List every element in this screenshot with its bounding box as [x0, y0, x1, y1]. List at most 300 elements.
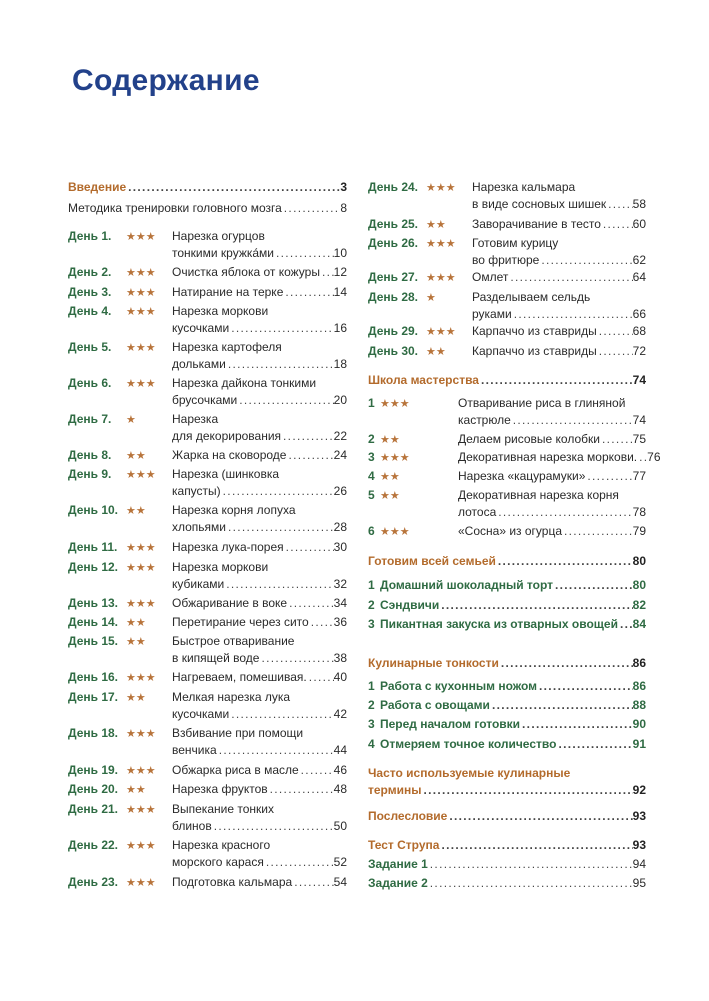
entry-title-line [68, 179, 347, 196]
toc-entry[interactable] [368, 216, 646, 233]
toc-entry[interactable] [368, 372, 646, 389]
difficulty-stars-icon: ★★★ [126, 597, 156, 610]
entry-title [472, 289, 646, 323]
toc-entry[interactable] [368, 856, 646, 873]
difficulty-stars-icon: ★★★ [426, 181, 456, 194]
entry-title-text: Натирание на терке [172, 285, 284, 299]
dot-leader [281, 428, 334, 445]
difficulty-stars-icon: ★★★ [126, 266, 156, 279]
toc-entry[interactable] [368, 343, 646, 360]
entry-title [172, 781, 347, 798]
toc-entry[interactable] [368, 431, 646, 448]
item-number: 3 [368, 717, 375, 731]
entry-title-text: Работа с кухонным ножом [380, 679, 538, 693]
day-label: День 17. [68, 690, 119, 704]
toc-entry[interactable] [368, 616, 646, 633]
dot-leader [428, 856, 633, 873]
page-number: 22 [333, 429, 347, 443]
difficulty-stars-icon: ★ [426, 291, 436, 304]
entry-title [68, 179, 347, 196]
entry-title-line [172, 339, 347, 356]
page-number: 46 [333, 763, 347, 777]
dot-leader [496, 504, 632, 521]
entry-title-line [172, 781, 347, 798]
entry-title-line [172, 375, 347, 392]
entry-title-text: дольками [172, 357, 226, 371]
entry-title [172, 689, 347, 723]
difficulty-stars-icon: ★★★ [380, 525, 410, 538]
difficulty-stars-icon: ★★ [126, 783, 146, 796]
difficulty-stars-icon: ★★★ [126, 230, 156, 243]
entry-title-text: Тест Струпа [368, 838, 440, 852]
day-label: День 24. [368, 180, 419, 194]
entry-title-text: Быстрое отваривание [172, 634, 295, 648]
difficulty-stars-icon: ★★★ [126, 341, 156, 354]
toc-entry[interactable] [368, 487, 646, 521]
entry-title-text: в виде сосновых шишек [472, 197, 607, 211]
toc-entry[interactable] [68, 264, 347, 281]
toc-entry[interactable] [368, 395, 646, 429]
item-number: 6 [368, 524, 375, 538]
toc-entry[interactable] [68, 669, 347, 686]
page-number: 80 [632, 554, 646, 568]
toc-entry[interactable] [368, 837, 646, 854]
entry-title-line [172, 483, 347, 500]
entry-title-line [172, 725, 347, 742]
dot-leader [553, 577, 633, 594]
dot-leader [212, 818, 334, 835]
difficulty-stars-icon: ★★★ [126, 671, 156, 684]
entry-title-text: Декоративная нарезка корня [458, 488, 619, 502]
day-label: День 16. [68, 670, 119, 684]
dot-leader [126, 179, 340, 196]
difficulty-stars-icon: ★★★ [126, 876, 156, 889]
entry-title [458, 395, 646, 429]
difficulty-stars-icon: ★★★ [126, 286, 156, 299]
entry-title-line [172, 614, 347, 631]
entry-title-text: Омлет [472, 270, 509, 284]
page-number: 66 [632, 307, 646, 321]
entry-title-text: Разделываем сельдь [472, 290, 591, 304]
day-label: День 8. [68, 448, 112, 462]
entry-title-text: руками [472, 307, 512, 321]
difficulty-stars-icon: ★★ [126, 691, 146, 704]
entry-title-text: Карпаччо из ставриды [472, 324, 597, 338]
entry-title-text: тонкими кружка́ми [172, 246, 274, 260]
entry-title-line [172, 447, 347, 464]
entry-title [172, 375, 347, 409]
page-number: 12 [333, 265, 347, 279]
entry-title-line [380, 716, 646, 733]
entry-title-line [368, 655, 646, 672]
entry-title [458, 523, 646, 540]
page-number: 54 [333, 875, 347, 889]
toc-entry[interactable] [68, 375, 347, 409]
entry-title-text: Нарезка моркови [172, 560, 269, 574]
entry-title-line [172, 854, 347, 871]
entry-title-text: Нарезка кальмара [472, 180, 576, 194]
page-number: 74 [632, 373, 646, 387]
entry-title-text: Перетирание через сито [172, 615, 309, 629]
dot-leader [562, 523, 633, 540]
entry-title-text: Делаем рисовые колобки [458, 432, 600, 446]
entry-title-line [368, 553, 646, 570]
day-label: День 30. [368, 344, 419, 358]
entry-title-line [172, 466, 347, 483]
entry-title-text: Выпекание тонких [172, 802, 274, 816]
page-number: 92 [632, 783, 646, 797]
page-number: 90 [632, 717, 646, 731]
entry-title-text: Готовим курицу [472, 236, 559, 250]
entry-title [68, 200, 347, 217]
entry-title-line [458, 412, 646, 429]
entry-title-text: Нарезка корня лопуха [172, 503, 296, 517]
entry-title-line [472, 343, 646, 360]
dot-leader [282, 200, 341, 217]
dot-leader [274, 245, 334, 262]
entry-title-line [472, 289, 646, 306]
entry-title [380, 697, 646, 714]
toc-entry[interactable] [68, 303, 347, 337]
entry-title-line [172, 689, 347, 706]
day-label: День 25. [368, 217, 419, 231]
entry-title [172, 874, 347, 891]
entry-title-text: лотоса [458, 505, 497, 519]
day-label: День 10. [68, 503, 119, 517]
entry-title-line [172, 320, 347, 337]
dot-leader [309, 614, 334, 631]
toc-entry[interactable] [68, 633, 347, 667]
page-number: 86 [632, 656, 646, 670]
day-label: День 2. [68, 265, 112, 279]
dot-leader [284, 539, 334, 556]
toc-entry[interactable] [68, 725, 347, 759]
difficulty-stars-icon: ★★★ [380, 397, 410, 410]
dot-leader [259, 650, 333, 667]
dot-leader [537, 678, 633, 695]
toc-entry[interactable] [68, 874, 347, 891]
difficulty-stars-icon: ★★ [126, 504, 146, 517]
entry-title-line [380, 678, 646, 695]
dot-leader [439, 837, 632, 854]
item-number: 2 [368, 698, 375, 712]
dot-leader [508, 269, 632, 286]
toc-entry[interactable] [68, 762, 347, 779]
dot-leader [499, 655, 633, 672]
page-number: 76 [647, 450, 661, 464]
difficulty-stars-icon: ★★★ [126, 839, 156, 852]
entry-title-text: хлопьями [172, 520, 227, 534]
entry-title-text: Методика тренировки головного мозга [68, 201, 282, 215]
dot-leader [292, 874, 333, 891]
toc-entry[interactable] [68, 502, 347, 536]
dot-leader [597, 343, 633, 360]
dot-leader [556, 736, 632, 753]
toc-entry[interactable] [368, 736, 646, 753]
entry-title [172, 614, 347, 631]
toc-entry[interactable] [68, 559, 347, 593]
day-label: День 7. [68, 412, 112, 426]
day-label: День 21. [68, 802, 119, 816]
toc-entry[interactable] [368, 323, 646, 340]
page-number: 18 [333, 357, 347, 371]
entry-title-text: термины [368, 783, 422, 797]
page-number: 72 [632, 344, 646, 358]
day-label: День 20. [68, 782, 119, 796]
toc-entry[interactable] [368, 577, 646, 594]
entry-title-text: для декорирования [172, 429, 282, 443]
day-label: День 4. [68, 304, 112, 318]
page-number: 68 [632, 324, 646, 338]
day-label: День 29. [368, 324, 419, 338]
entry-title [172, 801, 347, 835]
difficulty-stars-icon: ★★ [126, 616, 146, 629]
entry-title-line [458, 468, 646, 485]
entry-title-line [472, 252, 646, 269]
dot-leader [229, 320, 333, 337]
page-number: 77 [632, 469, 646, 483]
toc-entry[interactable] [68, 837, 347, 871]
entry-title-text: Кулинарные тонкости [368, 656, 499, 670]
entry-title-text: Пикантная закуска из отварных овощей [380, 617, 618, 631]
entry-title-text: морского карася [172, 855, 264, 869]
toc-entry[interactable] [68, 466, 347, 500]
entry-title-line [458, 487, 646, 504]
page-title: Содержание [72, 64, 260, 97]
entry-title-text: Нарезка фруктов [172, 782, 268, 796]
entry-title [172, 264, 347, 281]
difficulty-stars-icon: ★★★ [426, 325, 456, 338]
page-number: 38 [333, 651, 347, 665]
dot-leader [226, 519, 334, 536]
entry-title-text: Нарезка дайкона тонкими [172, 376, 317, 390]
item-number: 1 [368, 578, 375, 592]
item-number: 2 [368, 432, 375, 446]
page-number: 52 [333, 855, 347, 869]
difficulty-stars-icon: ★★ [126, 635, 146, 648]
day-label: День 12. [68, 560, 119, 574]
page-number: 36 [333, 615, 347, 629]
entry-title-line [172, 874, 347, 891]
entry-title-text: Заворачивание в тесто [472, 217, 601, 231]
dot-leader [421, 782, 632, 799]
toc-entry[interactable] [68, 801, 347, 835]
entry-title-line [172, 633, 347, 650]
item-number: 3 [368, 450, 375, 464]
page-number: 60 [632, 217, 646, 231]
entry-title-line [172, 284, 347, 301]
entry-title-text: Послесловие [368, 809, 448, 823]
entry-title [172, 539, 347, 556]
page-number: 94 [632, 857, 646, 871]
entry-title-text: Перед началом готовки [380, 717, 521, 731]
day-label: День 28. [368, 290, 419, 304]
dot-leader [268, 781, 334, 798]
entry-title [458, 449, 661, 466]
entry-title-line [458, 504, 646, 521]
difficulty-stars-icon: ★★★ [126, 764, 156, 777]
toc-entry[interactable] [68, 595, 347, 612]
toc-entry[interactable] [368, 875, 646, 892]
toc-entry[interactable] [368, 523, 646, 540]
entry-title [368, 808, 646, 825]
toc-entry[interactable] [68, 689, 347, 723]
entry-title-line [172, 559, 347, 576]
day-label: День 26. [368, 236, 419, 250]
page-number: 80 [632, 578, 646, 592]
dot-leader [597, 323, 633, 340]
entry-title-line [68, 200, 347, 217]
entry-title-text: Мелкая нарезка лука [172, 690, 291, 704]
toc-entry[interactable] [68, 411, 347, 445]
entry-title-line [380, 577, 646, 594]
entry-title-text: Сэндвичи [380, 598, 440, 612]
entry-title-line [172, 228, 347, 245]
page-number: 16 [333, 321, 347, 335]
entry-title-line [472, 179, 646, 196]
toc-entry[interactable] [68, 339, 347, 373]
entry-title-text: Карпаччо из ставриды [472, 344, 597, 358]
toc-entry[interactable] [68, 200, 347, 217]
dot-leader [520, 716, 633, 733]
day-label: День 19. [68, 763, 119, 777]
entry-title-line [172, 742, 347, 759]
toc-entry[interactable] [68, 614, 347, 631]
entry-title-text: брусочками [172, 393, 238, 407]
entry-title [368, 553, 646, 570]
entry-title-line [172, 428, 347, 445]
dot-leader [479, 372, 633, 389]
entry-title-line [368, 808, 646, 825]
page-number: 88 [632, 698, 646, 712]
entry-title [172, 411, 347, 445]
entry-title-line [172, 502, 347, 519]
toc-entry[interactable] [368, 179, 646, 213]
difficulty-stars-icon: ★★★ [126, 727, 156, 740]
dot-leader [237, 392, 333, 409]
toc-entry[interactable] [368, 553, 646, 570]
entry-title-text: кусочками [172, 321, 230, 335]
toc-entry[interactable] [68, 228, 347, 262]
entry-title-text: «Сосна» из огурца [458, 524, 562, 538]
page-number: 34 [333, 596, 347, 610]
toc-entry[interactable] [68, 179, 347, 196]
entry-title-line [472, 323, 646, 340]
item-number: 4 [368, 469, 375, 483]
day-label: День 11. [68, 540, 118, 554]
entry-title [172, 502, 347, 536]
difficulty-stars-icon: ★★ [126, 449, 146, 462]
entry-title-line [172, 576, 347, 593]
toc-entry[interactable] [368, 808, 646, 825]
entry-title-text: во фритюре [472, 253, 540, 267]
entry-title-line [380, 616, 646, 633]
toc-entry[interactable] [368, 597, 646, 614]
entry-title-text: Нарезка красного [172, 838, 271, 852]
dot-leader [606, 196, 633, 213]
difficulty-stars-icon: ★★★ [126, 377, 156, 390]
dot-leader [496, 553, 633, 570]
item-number: 3 [368, 617, 375, 631]
toc-entry[interactable] [368, 716, 646, 733]
dot-leader [283, 284, 333, 301]
entry-title [472, 235, 646, 269]
page-number: 44 [333, 743, 347, 757]
item-number: 2 [368, 598, 375, 612]
toc-entry[interactable] [68, 539, 347, 556]
entry-title [380, 736, 646, 753]
toc-entry[interactable] [368, 697, 646, 714]
toc-entry[interactable] [368, 468, 646, 485]
dot-leader [229, 706, 333, 723]
page-number: 93 [632, 809, 646, 823]
entry-title-text: Нарезка картофеля [172, 340, 282, 354]
dot-leader [226, 356, 334, 373]
toc-entry[interactable] [368, 289, 646, 323]
toc-entry[interactable] [368, 678, 646, 695]
day-label: День 1. [68, 229, 112, 243]
entry-title-line [172, 818, 347, 835]
entry-title-text: Часто используемые кулинарные [368, 766, 571, 780]
toc-entry[interactable] [68, 284, 347, 301]
entry-title-text: Нагреваем, помешивая. [172, 670, 307, 684]
toc-entry[interactable] [68, 781, 347, 798]
entry-title [458, 487, 646, 521]
day-label: День 9. [68, 467, 112, 481]
toc-entry[interactable] [368, 235, 646, 269]
item-number: 4 [368, 737, 375, 751]
day-label: День 13. [68, 596, 119, 610]
entry-title-line [458, 431, 646, 448]
entry-title-line [368, 782, 646, 799]
entry-title-line [172, 411, 347, 428]
dot-leader [439, 597, 632, 614]
page-number: 14 [333, 285, 347, 299]
entry-title-text: Обжарка риса в масле [172, 763, 299, 777]
entry-title-text: Нарезка [172, 412, 219, 426]
page-number: 8 [340, 201, 347, 215]
entry-title [380, 597, 646, 614]
dot-leader [224, 576, 333, 593]
page-number: 30 [333, 540, 347, 554]
entry-title-line [380, 697, 646, 714]
entry-title-text: Очистка яблока от кожуры [172, 265, 320, 279]
difficulty-stars-icon: ★★ [380, 433, 400, 446]
entry-title [368, 655, 646, 672]
entry-title-text: Нарезка моркови [172, 304, 269, 318]
page-number: 26 [333, 484, 347, 498]
entry-title [368, 372, 646, 389]
difficulty-stars-icon: ★ [126, 413, 136, 426]
entry-title [458, 431, 646, 448]
toc-entry[interactable] [368, 269, 646, 286]
page-number: 91 [632, 737, 646, 751]
page-number: 40 [333, 670, 347, 684]
toc-entry[interactable] [368, 655, 646, 672]
toc-entry[interactable] [368, 449, 661, 466]
difficulty-stars-icon: ★★★ [126, 468, 156, 481]
dot-leader [286, 447, 333, 464]
difficulty-stars-icon: ★★★ [426, 271, 456, 284]
entry-title-line [472, 306, 646, 323]
toc-entry[interactable] [368, 765, 646, 799]
page-number: 58 [632, 197, 646, 211]
difficulty-stars-icon: ★★★ [126, 541, 156, 554]
dot-leader [320, 264, 334, 281]
toc-entry[interactable] [68, 447, 347, 464]
entry-title [472, 343, 646, 360]
day-label: День 22. [68, 838, 119, 852]
